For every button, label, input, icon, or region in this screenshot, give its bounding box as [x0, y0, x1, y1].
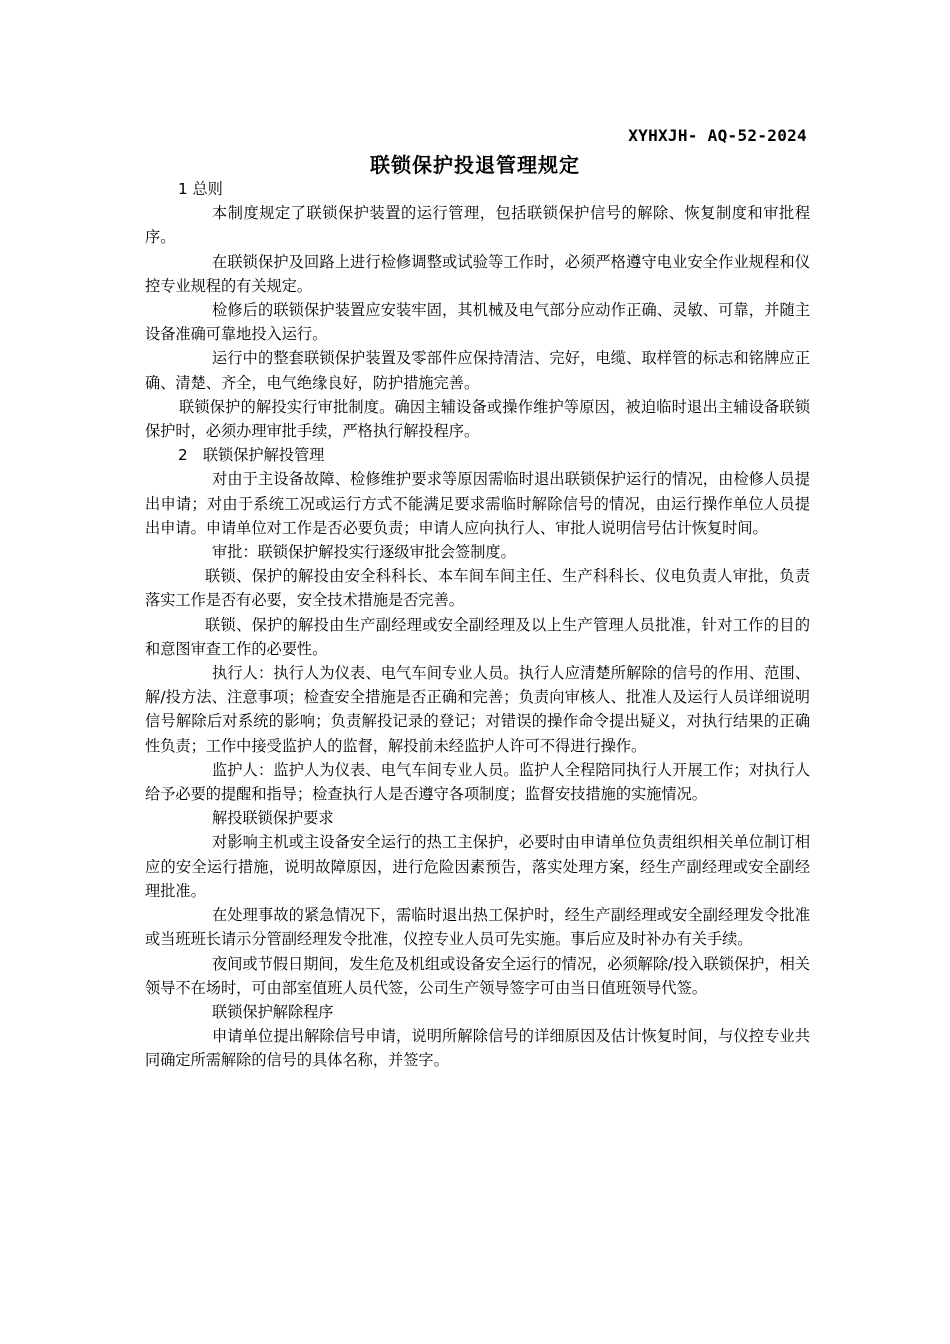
paragraph: 夜间或节假日期间，发生危及机组或设备安全运行的情况，必须解除/投入联锁保护，相关领导不在场时，可由部室值班人员代签，公司生产领导签字可由当日值班领导代签。	[145, 954, 810, 997]
paragraph: 运行中的整套联锁保护装置及零部件应保持清洁、完好，电缆、取样管的标志和铭牌应正确、清楚、齐全，电气绝缘良好，防护措施完善。	[145, 349, 810, 392]
paragraph: 本制度规定了联锁保护装置的运行管理，包括联锁保护信号的解除、恢复制度和审批程序。	[145, 204, 810, 247]
paragraph: 执行人：执行人为仪表、电气车间专业人员。执行人应清楚所解除的信号的作用、范围、解/投方法、注意事项；检查安全措施是否正确和完善；负责向审核人、批准人及运行人员详细说明信号解除后对系统的影响；负责解投记录的登记；对错误的操作命令提出疑义，对执行结果的正确性负责；工作中接受监护人的监督，解投前未经监护人许可不得进行操作。	[145, 664, 810, 755]
document-code: XYHXJH- AQ-52-2024	[628, 126, 807, 145]
paragraph: 联锁保护的解投实行审批制度。确因主辅设备或操作维护等原因，被迫临时退出主辅设备联锁保护时，必须办理审批手续，严格执行解投程序。	[145, 397, 810, 441]
paragraph: 在处理事故的紧急情况下，需临时退出热工保护时，经生产副经理或安全副经理发令批准或当班班长请示分管副经理发令批准，仪控专业人员可先实施。事后应及时补办有关手续。	[145, 906, 810, 949]
paragraph: 检修后的联锁保护装置应安装牢固，其机械及电气部分应动作正确、灵敏、可靠，并随主设备准确可靠地投入运行。	[145, 301, 810, 344]
paragraph: 对由于主设备故障、检修维护要求等原因需临时退出联锁保护运行的情况，由检修人员提出申请；对由于系统工况或运行方式不能满足要求需临时解除信号的情况，由运行操作单位人员提出申请。申请单位对工作是否必要负责；申请人应向执行人、审批人说明信号估计恢复时间。	[145, 470, 810, 537]
paragraph: 审批：联锁保护解投实行逐级审批会签制度。	[212, 543, 516, 562]
document-body	[145, 177, 810, 1073]
paragraph: 申请单位提出解除信号申请，说明所解除信号的详细原因及估计恢复时间，与仪控专业共同确定所需解除的信号的具体名称，并签字。	[145, 1027, 810, 1070]
paragraph: 解投联锁保护要求	[212, 809, 334, 828]
document-title: 联锁保护投退管理规定	[370, 153, 580, 177]
paragraph: 联锁、保护的解投由生产副经理或安全副经理及以上生产管理人员批准，针对工作的目的和意图审查工作的必要性。	[145, 615, 810, 658]
paragraph: 联锁保护解除程序	[212, 1002, 334, 1021]
paragraph: 对影响主机或主设备安全运行的热工主保护，必要时由申请单位负责组织相关单位制订相应的安全运行措施，说明故障原因，进行危险因素预告，落实处理方案，经生产副经理或安全副经理批准。	[145, 833, 810, 900]
paragraph: 在联锁保护及回路上进行检修调整或试验等工作时，必须严格遵守电业安全作业规程和仪控专业规程的有关规定。	[145, 252, 810, 295]
paragraph: 联锁、保护的解投由安全科科长、本车间车间主任、生产科科长、仪电负责人审批，负责落实工作是否有必要，安全技术措施是否完善。	[145, 567, 810, 610]
paragraph: 1 总则	[178, 180, 223, 198]
paragraph: 监护人：监护人为仪表、电气车间专业人员。监护人全程陪同执行人开展工作；对执行人给予必要的提醒和指导；检查执行人是否遵守各项制度；监督安技措施的实施情况。	[145, 760, 810, 804]
paragraph: 2 联锁保护解投管理	[178, 446, 325, 465]
